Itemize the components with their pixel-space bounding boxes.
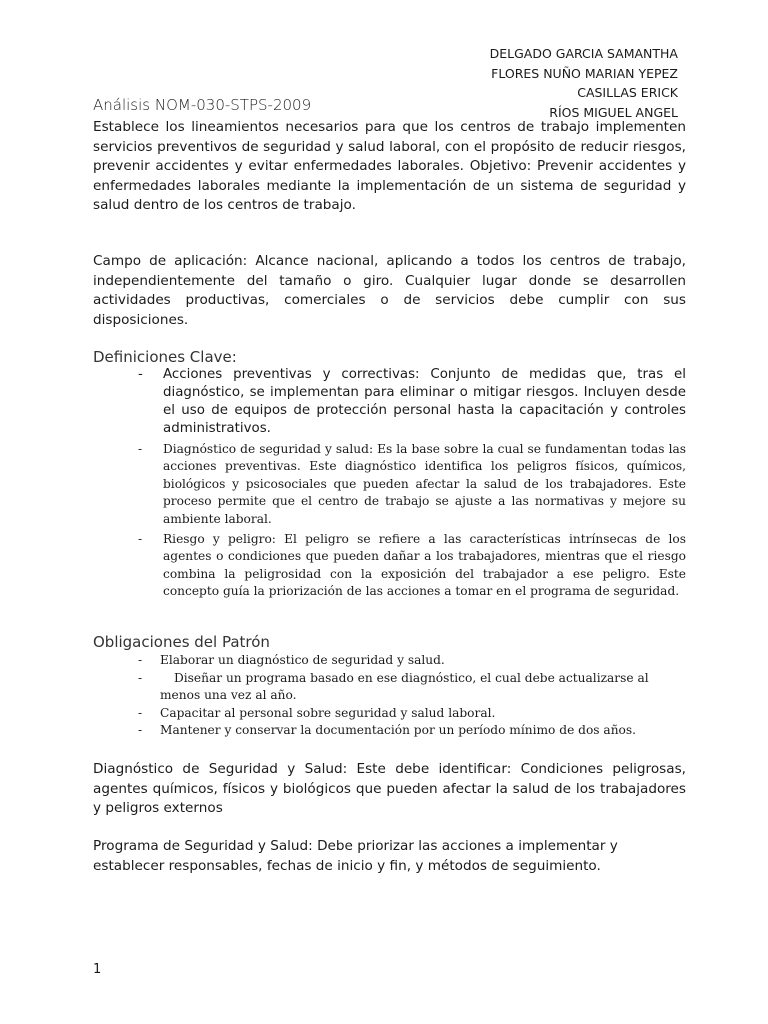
- page-number: 1: [93, 962, 102, 977]
- bullet-dash: -: [138, 670, 143, 685]
- definition-text: Riesgo y peligro: El peligro se refiere a las características intrínsecas de los agentes o condiciones que pueden dañar a los trabajadores, mientras que el riesgo combina la peligrosidad con la exposición del trabajador a ese peligro. Este concepto guía la priorización de las acciones a tomar en el programa de seguridad.: [163, 532, 686, 599]
- list-item: [138, 705, 658, 723]
- obligation-text: Mantener y conservar la documentación por un período mínimo de dos años.: [160, 723, 637, 737]
- author-name: FLORES NUÑO MARIAN YEPEZ: [491, 65, 678, 81]
- definitions-heading: Definiciones Clave:: [93, 348, 237, 366]
- campo-paragraph: Campo de aplicación: Alcance nacional, aplicando a todos los centros de trabajo, independientemente del tamaño o giro. Cualquier lugar donde se desarrollen actividades productivas, comerciales o de servicios debe cumplir con sus disposiciones.: [93, 253, 686, 328]
- author-name: CASILLAS ERICK: [577, 85, 678, 100]
- definition-text: Diagnóstico de seguridad y salud: Es la base sobre la cual se fundamentan todas las acciones preventivas. Este diagnóstico identifica los peligros físicos, químicos, biológicos y psicosociales que pueden afectar la salud de los trabajadores. Este proceso permite que el centro de trabajo se ajuste a las normativas y mejore su ambiente laboral.: [163, 442, 686, 526]
- list-item: [138, 652, 658, 670]
- list-item: [138, 722, 658, 740]
- obligations-heading: Obligaciones del Patrón: [93, 633, 270, 651]
- list-item: [138, 441, 686, 528]
- obligation-text: Capacitar al personal sobre seguridad y salud laboral.: [160, 705, 496, 720]
- list-item: [138, 531, 686, 601]
- author-name: RÍOS MIGUEL ANGEL: [549, 104, 678, 120]
- list-item: [138, 366, 686, 438]
- author-list: [490, 44, 678, 122]
- obligation-text: Diseñar un programa basado en ese diagnóstico, el cual debe actualizarse al menos una vez al año.: [160, 670, 649, 702]
- bullet-dash: -: [138, 723, 143, 737]
- document-title: Análisis NOM-030-STPS-2009: [93, 96, 312, 114]
- author-name: DELGADO GARCIA SAMANTHA: [489, 46, 678, 61]
- bullet-dash: -: [138, 367, 143, 382]
- obligations-list: [138, 652, 658, 740]
- obligation-text: Elaborar un diagnóstico de seguridad y salud.: [160, 653, 445, 667]
- definition-text: Acciones preventivas y correctivas: Conjunto de medidas que, tras el diagnóstico, se implementan para eliminar o mitigar riesgos. Incluyen desde el uso de equipos de protección personal hasta la capacitación y controles administrativos.: [163, 367, 686, 436]
- bullet-dash: -: [138, 442, 143, 456]
- bullet-dash: -: [138, 653, 143, 667]
- list-item: [138, 670, 658, 705]
- bullet-dash: -: [138, 532, 143, 547]
- intro-paragraph: Establece los lineamientos necesarios para que los centros de trabajo implementen servicios preventivos de seguridad y salud laboral, con el propósito de reducir riesgos, prevenir accidentes y evitar enfermedades laborales. Objetivo: Prevenir accidentes y enfermedades laborales mediante la implementación de un sistema de seguridad y salud dentro de los centros de trabajo.: [93, 119, 686, 214]
- programa-paragraph: Programa de Seguridad y Salud: Debe priorizar las acciones a implementar y establecer responsables, fechas de inicio y fin, y métodos de seguimiento.: [93, 838, 618, 874]
- diagnostico-paragraph: Diagnóstico de Seguridad y Salud: Este debe identificar: Condiciones peligrosas, agentes químicos, físicos y biológicos que pueden afectar la salud de los trabajadores y peligros externos: [93, 761, 686, 817]
- bullet-dash: -: [138, 705, 143, 720]
- definitions-list: [138, 366, 686, 601]
